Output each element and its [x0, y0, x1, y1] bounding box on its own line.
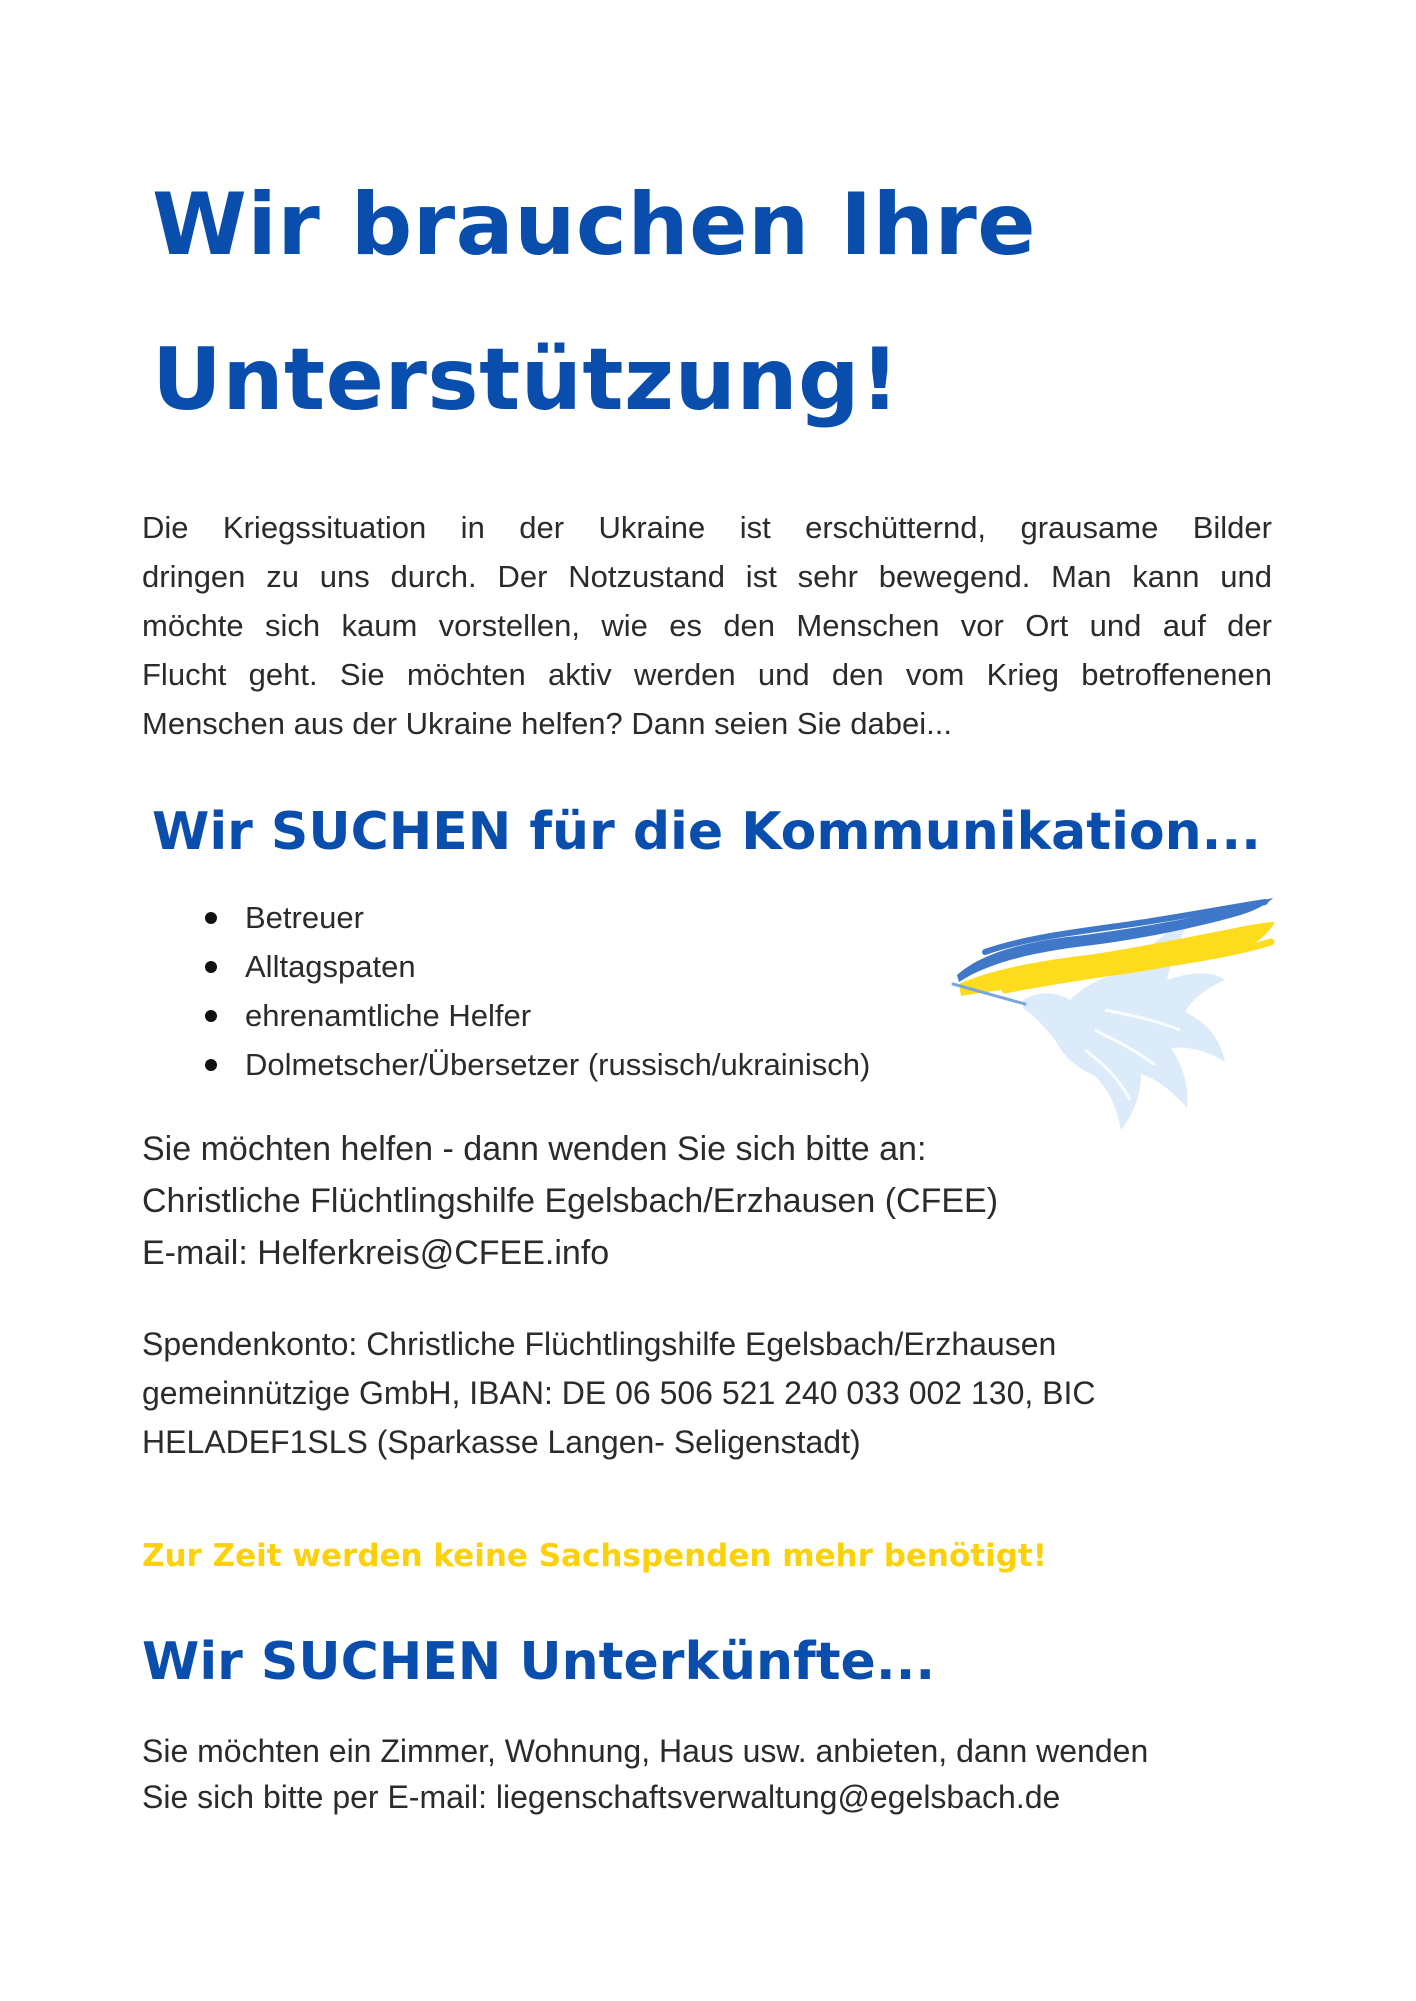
page-title-line-1: Wir brauchen Ihre [152, 175, 1037, 275]
page-title-line-2: Unterstützung! [152, 330, 900, 430]
bullet-dot-icon [205, 961, 217, 973]
donation-account-block [142, 1320, 1142, 1467]
peace-dove-with-ukraine-flag-icon [945, 880, 1285, 1145]
donation-line-3: HELADEF1SLS (Sparkasse Langen- Seligenstadt) [142, 1424, 861, 1460]
intro-paragraph [142, 503, 1272, 748]
housing-line-1: Sie möchten ein Zimmer, Wohnung, Haus usw. anbieten, dann wenden [142, 1733, 1149, 1769]
donation-line-1: Spendenkonto: Christliche Flüchtlingshilfe Egelsbach/Erzhausen [142, 1326, 1057, 1362]
list-item [205, 942, 870, 991]
bullet-dot-icon [205, 1059, 217, 1071]
list-item [205, 991, 870, 1040]
no-donations-notice: Zur Zeit werden keine Sachspenden mehr benötigt! [142, 1538, 1047, 1574]
list-item-label: ehrenamtliche Helfer [245, 998, 532, 1033]
contact-email[interactable]: E-mail: Helferkreis@CFEE.info [142, 1234, 610, 1272]
intro-line-5: Menschen aus der Ukraine helfen? Dann seien Sie dabei... [142, 706, 952, 741]
communication-heading: Wir SUCHEN für die Kommunikation... [152, 802, 1261, 862]
helper-role-list [205, 893, 870, 1089]
intro-line-2: dringen zu uns durch. Der Notzustand ist sehr bewegend. Man kann und [142, 559, 1272, 594]
donation-line-2: gemeinnützige GmbH, IBAN: DE 06 506 521 240 033 002 130, BIC [142, 1375, 1096, 1411]
intro-line-3: möchte sich kaum vorstellen, wie es den Menschen vor Ort und auf der [142, 608, 1272, 643]
page-title [152, 148, 1152, 458]
housing-heading: Wir SUCHEN Unterkünfte... [142, 1632, 936, 1692]
contact-block [142, 1123, 998, 1279]
bullet-dot-icon [205, 912, 217, 924]
intro-line-4: Flucht geht. Sie möchten aktiv werden und den vom Krieg betroffenenen [142, 657, 1272, 692]
list-item [205, 1040, 870, 1089]
housing-email-line[interactable]: Sie sich bitte per E-mail: liegenschaftsverwaltung@egelsbach.de [142, 1779, 1061, 1815]
bullet-dot-icon [205, 1010, 217, 1022]
intro-line-1: Die Kriegssituation in der Ukraine ist erschütternd, grausame Bilder [142, 510, 1272, 545]
list-item-label: Alltagspaten [245, 949, 416, 984]
housing-text [142, 1728, 1148, 1820]
list-item-label: Betreuer [245, 900, 364, 935]
list-item-label: Dolmetscher/Übersetzer (russisch/ukrainisch) [245, 1047, 871, 1082]
contact-line-1: Sie möchten helfen - dann wenden Sie sich bitte an: [142, 1130, 927, 1168]
contact-organization: Christliche Flüchtlingshilfe Egelsbach/Erzhausen (CFEE) [142, 1182, 999, 1220]
list-item [205, 893, 870, 942]
